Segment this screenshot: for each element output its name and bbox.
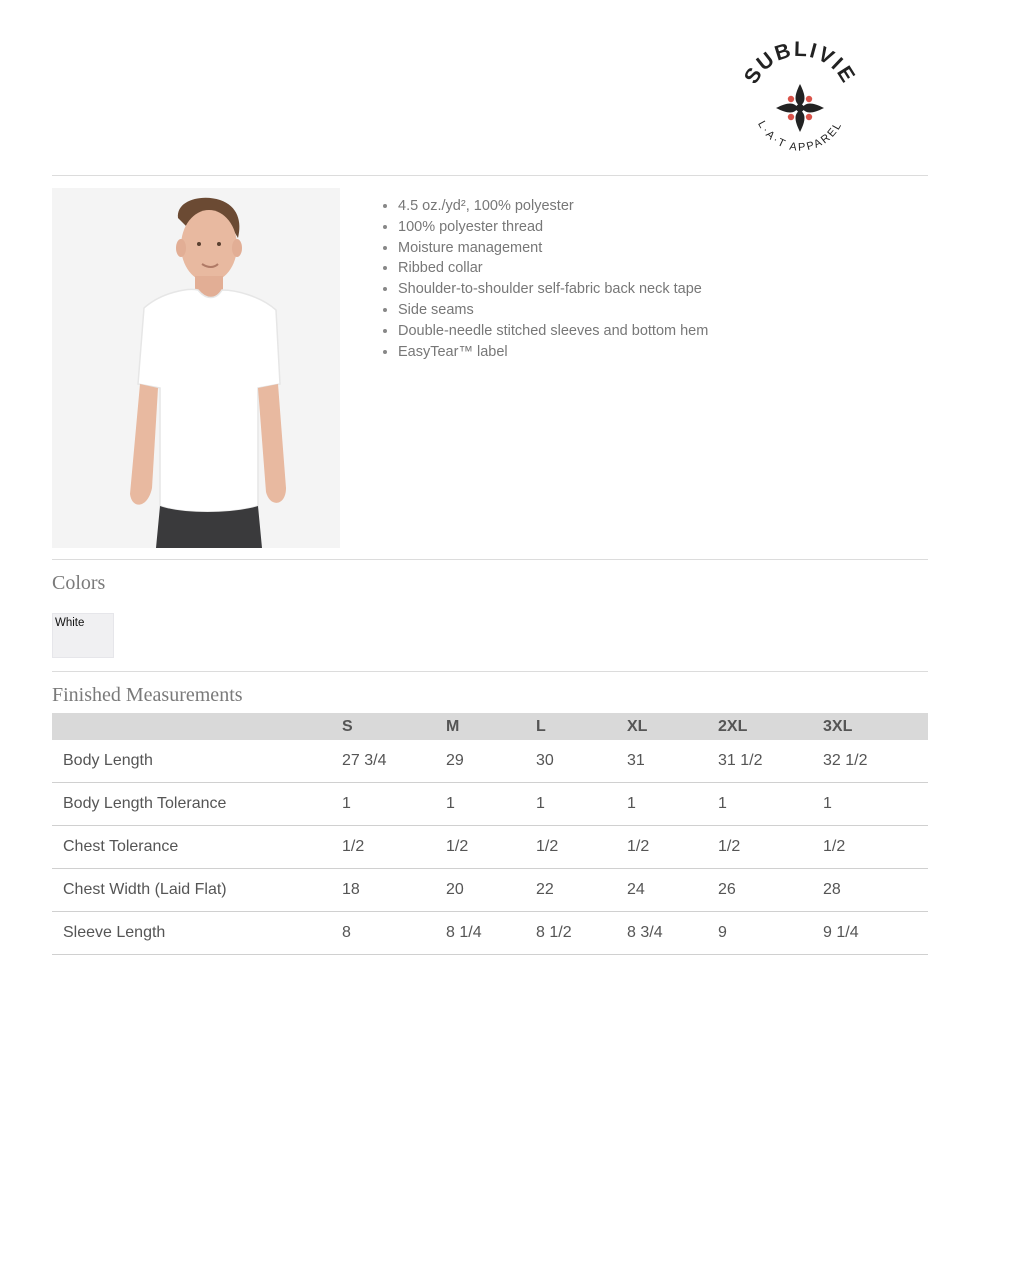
row-label: Body Length Tolerance: [52, 783, 342, 826]
table-row: [52, 912, 928, 955]
measurements-divider: [52, 671, 928, 672]
table-cell: 27 3/4: [342, 740, 446, 783]
color-swatch-label: White: [55, 617, 85, 629]
table-cell: 20: [446, 869, 536, 912]
feature-item: • Ribbed collar: [398, 258, 708, 279]
brand-logo: [730, 38, 870, 174]
table-cell: 1/2: [342, 826, 446, 869]
row-label: Chest Tolerance: [52, 826, 342, 869]
table-cell: 29: [446, 740, 536, 783]
measurements-table: [52, 713, 928, 955]
table-row: [52, 783, 928, 826]
table-cell: 9: [718, 912, 823, 955]
table-cell: 26: [718, 869, 823, 912]
feature-item: • Shoulder-to-shoulder self-fabric back neck tape: [398, 279, 708, 300]
feature-item: • Side seams: [398, 300, 708, 321]
feature-item: • Double-needle stitched sleeves and bottom hem: [398, 321, 708, 342]
table-cell: 32 1/2: [823, 740, 928, 783]
column-header-s: S: [342, 713, 446, 740]
colors-divider: [52, 559, 928, 560]
row-label: Body Length: [52, 740, 342, 783]
table-cell: 9 1/4: [823, 912, 928, 955]
table-cell: 31: [627, 740, 718, 783]
sublivie-logo-icon: [730, 38, 870, 174]
table-cell: 8 3/4: [627, 912, 718, 955]
table-cell: 24: [627, 869, 718, 912]
table-cell: 30: [536, 740, 627, 783]
top-divider: [52, 175, 928, 176]
table-cell: 1/2: [627, 826, 718, 869]
table-cell: 28: [823, 869, 928, 912]
table-cell: 8 1/2: [536, 912, 627, 955]
table-cell: 1: [446, 783, 536, 826]
product-image: [52, 188, 340, 548]
table-cell: 1: [342, 783, 446, 826]
table-row: [52, 740, 928, 783]
table-cell: 18: [342, 869, 446, 912]
table-cell: 1/2: [823, 826, 928, 869]
table-row: [52, 826, 928, 869]
feature-item: • 4.5 oz./yd², 100% polyester: [398, 196, 708, 217]
table-cell: 1/2: [536, 826, 627, 869]
feature-list: [360, 196, 708, 362]
svg-text:SUBLIVIE: [740, 38, 860, 88]
column-header-3xl: 3XL: [823, 713, 928, 740]
table-cell: 31 1/2: [718, 740, 823, 783]
table-cell: 1: [718, 783, 823, 826]
table-cell: 1: [536, 783, 627, 826]
table-cell: 1: [627, 783, 718, 826]
feature-item: • EasyTear™ label: [398, 342, 708, 363]
measurements-title: Finished Measurements: [52, 684, 243, 706]
row-label: Chest Width (Laid Flat): [52, 869, 342, 912]
column-header-xl: XL: [627, 713, 718, 740]
column-header-m: M: [446, 713, 536, 740]
table-cell: 8 1/4: [446, 912, 536, 955]
table-cell: 1/2: [446, 826, 536, 869]
row-label: Sleeve Length: [52, 912, 342, 955]
table-cell: 8: [342, 912, 446, 955]
feature-item: • Moisture management: [398, 238, 708, 259]
color-swatch-white[interactable]: [52, 613, 114, 658]
column-header: [52, 713, 342, 740]
brand-name: SUBLIVIE: [739, 38, 861, 88]
table-cell: 22: [536, 869, 627, 912]
table-row: [52, 869, 928, 912]
column-header-2xl: 2XL: [718, 713, 823, 740]
feature-item: • 100% polyester thread: [398, 217, 708, 238]
column-header-l: L: [536, 713, 627, 740]
table-header-row: [52, 713, 928, 740]
brand-tagline: L·A·T APPAREL: [755, 118, 845, 154]
model-wearing-white-tshirt-icon: [52, 188, 340, 548]
table-cell: 1: [823, 783, 928, 826]
colors-title: Colors: [52, 572, 106, 594]
table-cell: 1/2: [718, 826, 823, 869]
